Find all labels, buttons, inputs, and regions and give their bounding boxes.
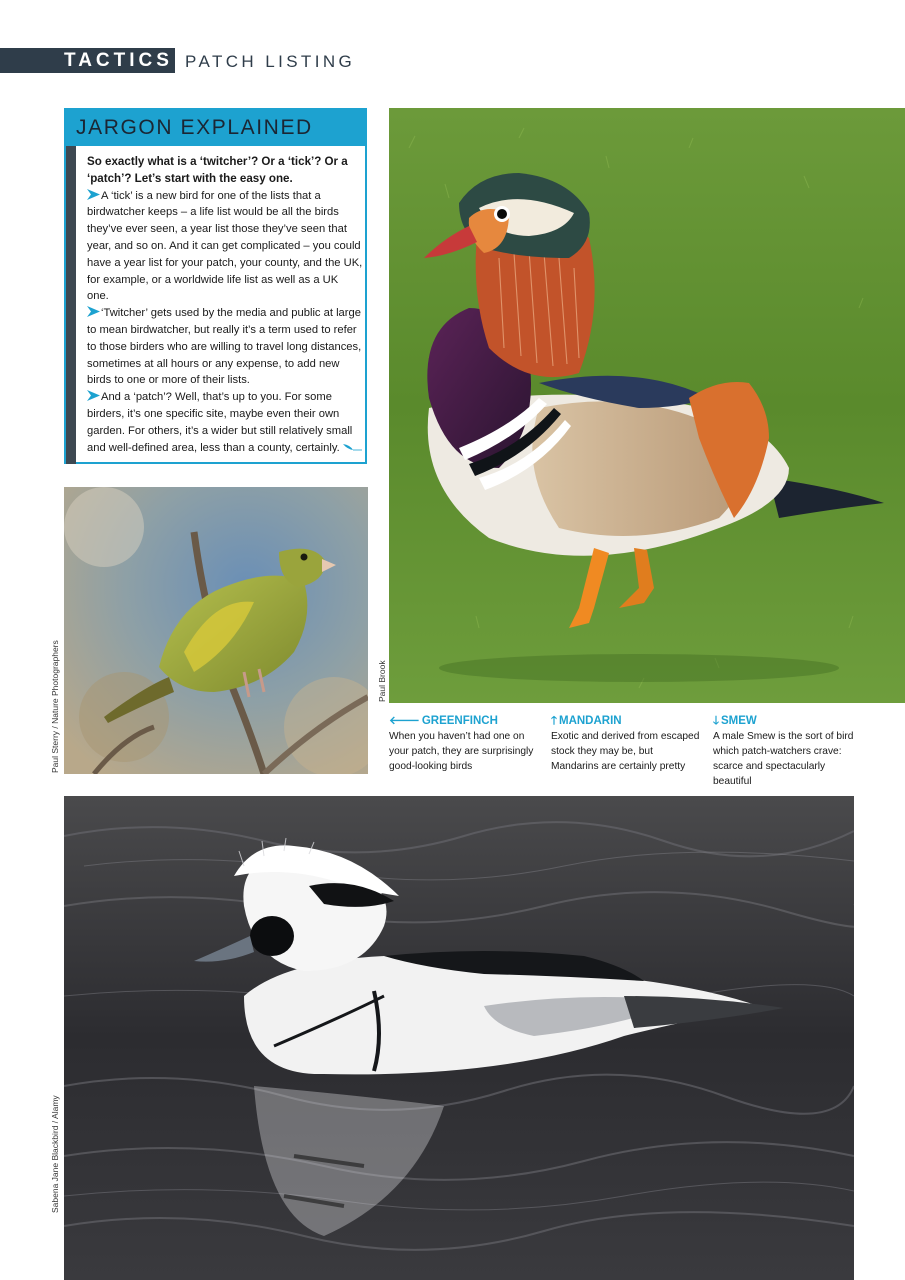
jargon-sidebar [66,146,76,464]
section-label: TACTICS [64,50,173,71]
smew-credit: Sabena Jane Blackbird / Alamy [50,1095,60,1213]
arrow-left-icon: 🡐 [389,715,420,727]
jargon-paragraph [87,188,363,306]
chevron-right-icon [87,306,100,317]
caption-mandarin [551,714,701,774]
jargon-body [87,154,363,456]
feather-end-icon [342,443,362,451]
caption-title-text: MANDARIN [558,715,622,727]
jargon-lead: So exactly what is a ‘twitcher’? Or a ‘tick’? Or a ‘patch’? Let’s start with the easy one. [87,155,348,185]
chevron-right-icon [87,390,100,401]
subsection-label: PATCH LISTING [185,52,356,71]
caption-title [551,714,701,729]
mandarin-photo [389,108,905,703]
greenfinch-credit: Paul Sterry / Nature Photographers [50,640,60,773]
arrow-up-icon: 🡑 [551,715,557,727]
smew-photo [64,796,854,1280]
jargon-title: JARGON EXPLAINED [76,116,313,139]
caption-text: When you haven’t had one on your patch, they are surprisingly good-looking birds [389,731,534,772]
caption-title-text: GREENFINCH [421,715,498,727]
caption-text: A male Smew is the sort of bird which patch-watchers crave: scarce and spectacularly beautiful [713,731,854,787]
caption-text: Exotic and derived from escaped stock they may be, but Mandarins are certainly pretty [551,731,700,772]
jargon-paragraph-text: A ‘tick’ is a new bird for one of the lists that a birdwatcher keeps – a life list would be all the birds they’ve ever seen, a year list those they’ve seen that year, and so on. And it can get complicated – you could have a year list for your patch, your county, and the UK, for example, or a worldwide life list as well as a UK one. [87,189,363,303]
chevron-right-icon [87,189,100,200]
jargon-paragraph [87,389,363,456]
caption-smew [713,714,863,789]
caption-greenfinch [389,714,539,774]
caption-title [713,714,863,729]
greenfinch-photo [64,487,368,774]
jargon-box [64,108,367,464]
jargon-paragraph-text: And a ‘patch’? Well, that’s up to you. For some birders, it’s one specific site, maybe even their own garden. For others, it’s a wider but still relatively small and well-defined area, less than a county, certainly. [87,391,353,454]
jargon-paragraph [87,305,363,389]
arrow-down-icon: 🡓 [713,715,719,727]
jargon-title-bar [66,110,365,146]
caption-title-text: SMEW [720,715,757,727]
jargon-paragraph-text: ‘Twitcher’ gets used by the media and public at large to mean birdwatcher, but really it’s a term used to refer to those birders who are willing to travel long distances, sometimes at all hours or any expense, to add new birds to one or more of their lists. [87,307,362,387]
mandarin-credit: Paul Brook [377,660,387,702]
caption-title [389,714,539,729]
